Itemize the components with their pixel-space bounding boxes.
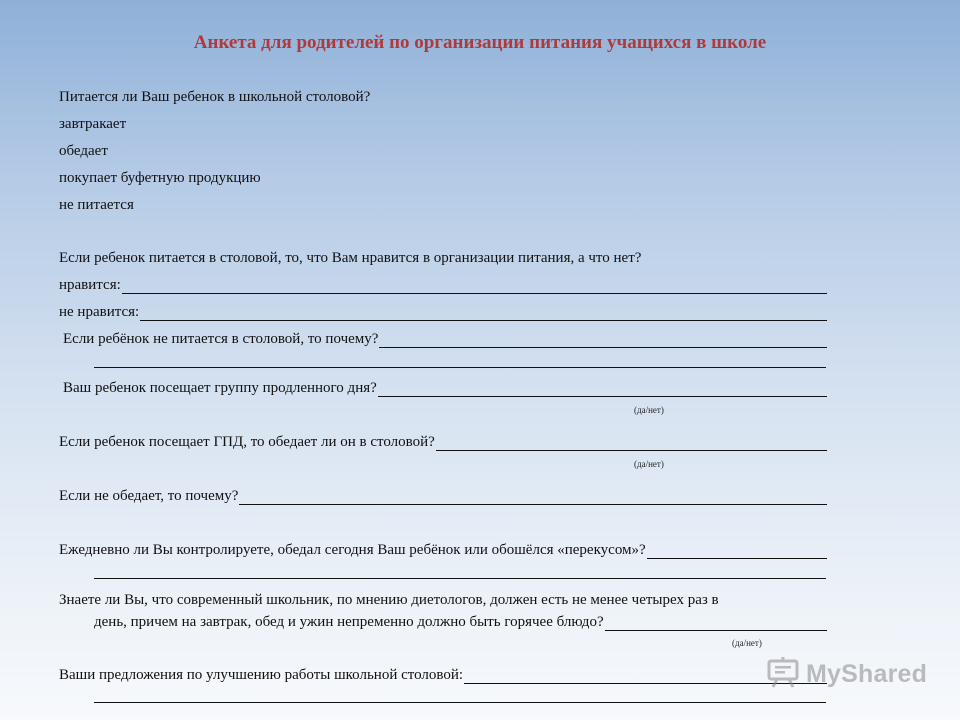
option-label: обедает — [59, 143, 108, 159]
question-daily-control — [59, 539, 827, 559]
like-label: нравится: — [59, 277, 121, 293]
presentation-board-icon — [766, 655, 800, 694]
question-text: Если не обедает, то почему? — [59, 488, 239, 504]
watermark-text: MyShared — [806, 659, 928, 688]
question-text: Ежедневно ли Вы контролируете, обедал сегодня Ваш ребёнок или обошёлся «перекусом»? — [59, 542, 646, 558]
option-lunch — [59, 140, 827, 160]
why-not-answer-field[interactable] — [379, 332, 827, 348]
option-label: покупает буфетную продукцию — [59, 170, 261, 186]
question-nutrition-awareness — [59, 589, 827, 609]
question-nutrition-awareness-cont — [94, 611, 827, 631]
question-text: Питается ли Ваш ребенок в школьной столовой? — [59, 89, 371, 105]
yes-no-hint: (да/нет) — [732, 638, 762, 648]
question-why-no-lunch — [59, 485, 827, 505]
like-answer-field[interactable] — [122, 278, 827, 294]
question-text-line1: Знаете ли Вы, что современный школьник, по мнению диетологов, должен есть не менее четырех раз в — [59, 592, 719, 608]
daily-control-answer-continuation[interactable] — [94, 578, 826, 579]
answer-dislike-row — [59, 301, 827, 321]
dislike-label: не нравится: — [59, 304, 140, 320]
nutrition-awareness-answer-field[interactable] — [605, 615, 827, 631]
answer-like-row — [59, 274, 827, 294]
myshared-watermark — [766, 656, 927, 692]
page-title: Анкета для родителей по организации питания учащихся в школе — [193, 32, 767, 53]
question-text: Ваши предложения по улучшению работы школьной столовой: — [59, 667, 464, 683]
why-not-answer-continuation[interactable] — [94, 367, 826, 368]
yes-no-hint: (да/нет) — [634, 459, 664, 469]
question-text-line2: день, причем на завтрак, обед и ужин непременно должно быть горячее блюдо? — [94, 614, 604, 630]
question-suggestions — [59, 664, 827, 684]
question-after-school-group — [63, 377, 827, 397]
why-no-lunch-answer-field[interactable] — [239, 489, 827, 505]
question-text: Если ребенок питается в столовой, то, что Вам нравится в организации питания, а что нет? — [59, 250, 642, 266]
option-label: не питается — [59, 197, 134, 213]
daily-control-answer-field[interactable] — [647, 543, 827, 559]
question-text: Если ребенок посещает ГПД, то обедает ли он в столовой? — [59, 434, 435, 450]
option-none — [59, 194, 827, 214]
question-text: Ваш ребенок посещает группу продленного дня? — [63, 380, 377, 396]
option-breakfast — [59, 113, 827, 133]
option-label: завтракает — [59, 116, 127, 132]
option-buffet — [59, 167, 827, 187]
dislike-answer-field[interactable] — [140, 305, 827, 321]
question-why-not — [63, 328, 827, 348]
after-school-answer-field[interactable] — [378, 381, 827, 397]
question-text: Если ребёнок не питается в столовой, то почему? — [63, 331, 379, 347]
yes-no-hint: (да/нет) — [634, 405, 664, 415]
question-gpd-lunch — [59, 431, 827, 451]
gpd-lunch-answer-field[interactable] — [436, 435, 827, 451]
question-likes-dislikes — [59, 247, 827, 267]
suggestions-answer-continuation[interactable] — [94, 702, 826, 703]
question-school-canteen — [59, 86, 827, 106]
